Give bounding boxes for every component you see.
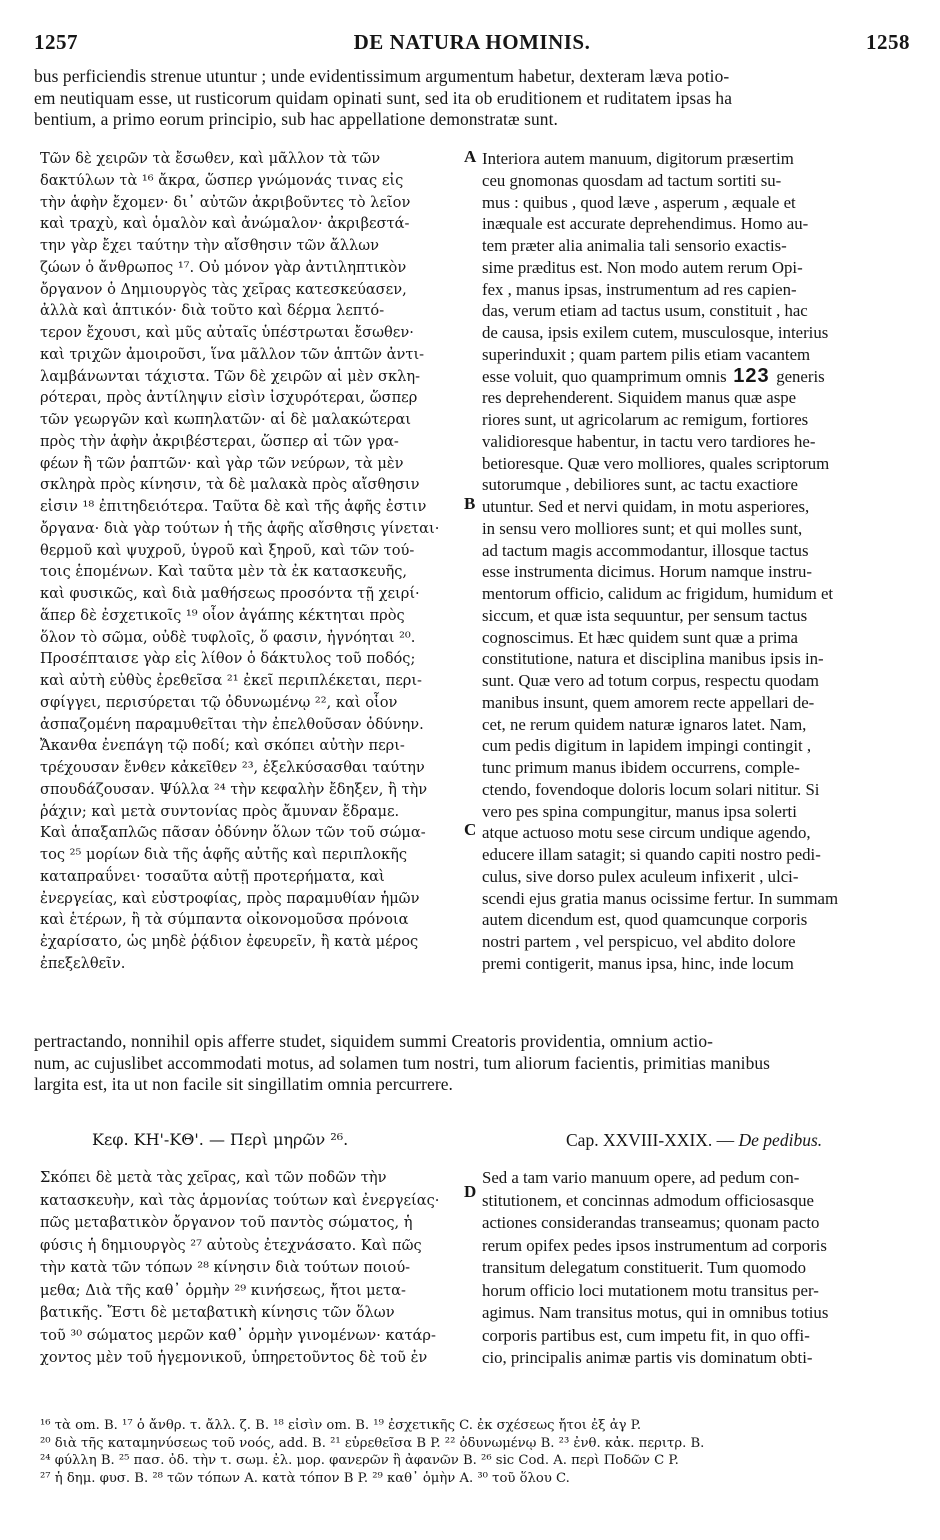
- greek-chapter-heading: Κεφ. ΚΗ'-ΚΘ'. — Περὶ μηρῶν ²⁶.: [92, 1130, 349, 1149]
- greek-text-line: σκληρὰ πρὸς κίνησιν, τὰ δὲ μαλακὰ πρὸς αἴσθησιν: [40, 476, 420, 494]
- latin-text-line: actiones considerandas transeamus; quonam pacto: [482, 1213, 820, 1232]
- latin-text-line: sunt. Quæ vero ad totum corpus, respectu quodam: [482, 671, 819, 690]
- latin-text-line: utuntur. Sed et nervi quidam, in motu asperiores,: [482, 497, 810, 516]
- latin-text-line: res deprehenderent. Siquidem manus quæ aspe: [482, 388, 797, 408]
- footnotes: [40, 1417, 906, 1487]
- running-title: DE NATURA HOMINIS.: [353, 30, 591, 54]
- greek-text-line: κατασκευὴν, καὶ τὰς ἁρμονίας τούτων καὶ ἐνεργείας·: [40, 1191, 440, 1209]
- greek-text-line: ἐπεξελθεῖν.: [40, 954, 126, 972]
- latin-text-line: sime præditus est. Non modo autem rerum Opi-: [482, 257, 803, 277]
- latin-text-line: validioresque habentur, in tactu vero tardiores he-: [482, 431, 816, 451]
- greek-text-line: Προσέπταισε γὰρ εἰς λίθον ὁ δάκτυλος τοῦ ποδός;: [40, 650, 416, 668]
- margin-marker-b: B: [464, 494, 476, 513]
- latin-text-line: cio, principalis animæ partis vis dominatum obti-: [482, 1348, 813, 1367]
- footnote-line: ²⁷ ἡ δημ. φυσ. B. ²⁸ τῶν τόπων A. κατὰ τόπον B P. ²⁹ καθ᾽ ὁμὴν A. ³⁰ τοῦ ὅλου C.: [40, 1470, 570, 1486]
- greek-text-line: καὶ τριχῶν ἀμοιροῦσι, ἵνα μᾶλλον τῶν ἁπτῶν ἀντι-: [40, 345, 425, 363]
- greek-text-line: καταπραΰνει· τοσαῦτα αὐτῇ προτερήματα, καὶ: [40, 867, 385, 885]
- latin-text-line: atque actuoso motu sese circum undique agendo,: [482, 823, 811, 843]
- latin-text-line: ctendo, fovendoque doloris locum solari nititur. Si: [482, 779, 820, 799]
- latin-text-line: esse instrumenta dicimus. Horum namque instru-: [482, 562, 812, 582]
- latin-text-line: manibus insunt, quem amorem recte appellari de-: [482, 692, 815, 712]
- latin-column: [482, 148, 907, 975]
- greek-text-line: μεθα; Διὰ τῆς καθ᾽ ὁρμὴν ²⁹ κινήσεως, ἤτοι μετα-: [40, 1281, 406, 1299]
- greek-text-line: ἐνεργείας, καὶ εὐστροφίας, πρὸς παραμυθίαν ἡμῶν: [40, 889, 420, 907]
- greek-text-line: σπουδάζουσαν. Ψύλλα ²⁴ τὴν κεφαλὴν ἔδηξεν, ἢ τὴν: [40, 780, 428, 798]
- greek-text-line: τὴν κατὰ τῶν τόπων ²⁸ κίνησιν διὰ τούτων ποιού-: [40, 1259, 411, 1276]
- intro-line: bus perficiendis strenue utuntur ; unde evidentissimum argumentum habetur, dexteram læva potio-: [34, 66, 730, 86]
- greek-text-line: ὅλον τὸ σῶμα, οὐδὲ τυφλοῖς, ὅ φασιν, ἠγνόηται ²⁰.: [40, 628, 416, 646]
- greek-text-line: φύσις ἡ δημιουργὸς ²⁷ αὐτοὺς ἐτεχνάσατο. Καὶ πῶς: [40, 1236, 422, 1254]
- latin-text-line: constitutione, natura et disciplina manibus ipsis in-: [482, 649, 824, 669]
- latin-column-2: [482, 1167, 907, 1370]
- greek-text-line: καὶ ἑτέρων, ἢ τὰ σύμπαντα οἰκονομοῦσα πρόνοια: [40, 911, 409, 929]
- greek-text-line: ἀσπαζομένη παραμυθεῖται τὴν ἐπελθοῦσαν ὀδύνην.: [40, 715, 424, 733]
- bridge-line: pertractando, nonnihil opis afferre studet, siquidem summi Creatoris providentia, omnium actio-: [34, 1031, 714, 1051]
- latin-text-line: riores sunt, ut agricolarum ac remigum, fortiores: [482, 410, 809, 429]
- greek-text-line: καὶ τραχὺ, καὶ ὁμαλὸν καὶ ἀνώμαλον· ἀκριβεστά-: [40, 215, 410, 233]
- latin-text-line: esse voluit, quo quamprimum omnis 123 generis: [482, 364, 825, 387]
- greek-column-2: [40, 1167, 458, 1370]
- latin-text-line: horum officio loci mutationem motu transitus per-: [482, 1280, 819, 1300]
- latin-text-line: agimus. Nam transitus motus, qui in omnibus totius: [482, 1303, 829, 1322]
- latin-text-line: Interiora autem manuum, digitorum præsertim: [482, 149, 794, 168]
- latin-text-line: nostri partem , vel perspicuo, vel abdito dolore: [482, 932, 796, 951]
- latin-text-line: stitutionem, et concinnas admodum officiosasque: [482, 1190, 814, 1210]
- latin-text-line: de causa, ipsis exilem cutem, musculosque, interius: [482, 323, 829, 342]
- greek-text-line: ῥάχιν; καὶ μετὰ συντονίας πρὸς ἄμυναν ἔδραμε.: [40, 802, 400, 820]
- running-header: [34, 30, 910, 58]
- latin-text-line: fex , manus ipsas, instrumentum ad res capien-: [482, 279, 797, 299]
- intro-paragraph: [34, 66, 906, 131]
- greek-text-line: ἐχαρίσατο, ὡς μηδὲ ῥᾴδιον ἐφευρεῖν, ἢ κατὰ μέρος: [40, 933, 419, 950]
- greek-text-line: θερμοῦ καὶ ψυχροῦ, ὑγροῦ καὶ ξηροῦ, καὶ τῶν τού-: [40, 541, 415, 559]
- latin-text-line: Sed a tam vario manuum opere, ad pedum con-: [482, 1168, 800, 1187]
- inline-page-number: 123: [726, 364, 777, 387]
- margin-marker-a: A: [464, 147, 477, 166]
- latin-text-line: transitum delegatum constituerit. Tum quomodo: [482, 1258, 806, 1277]
- latin-text-line: ad tactum magis accommodantur, illosque tactus: [482, 540, 809, 560]
- latin-chapter-heading: [566, 1130, 822, 1151]
- latin-text-line: in sensu vero molliores sunt; et qui molles sunt,: [482, 518, 803, 538]
- greek-text-line: τῶν γεωργῶν καὶ κωπηλατῶν· αἱ δὲ μαλακώτεραι: [40, 411, 412, 428]
- latin-text-line: rerum opifex pedes ipsos instrumentum ad corporis: [482, 1235, 827, 1255]
- greek-text-line: πῶς μεταβατικὸν ὄργανον τοῦ παντὸς σώματος, ἡ: [40, 1214, 413, 1231]
- greek-text-line: Ἄκανθα ἐνεπάγη τῷ ποδί; καὶ σκόπει αὐτὴν περι-: [40, 737, 405, 755]
- margin-marker-c: C: [464, 820, 477, 839]
- latin-text-line: inæquale est accurate deprehendimus. Homo au-: [482, 214, 809, 234]
- greek-text-line: λαμβάνωνται τάχιστα. Τῶν δὲ χειρῶν αἱ μὲν σκλη-: [40, 367, 421, 385]
- greek-text-line: φέων ἢ τῶν ῥαπτῶν· καὶ γὰρ τῶν νεύρων, τὰ μὲν: [40, 454, 404, 472]
- right-column-number: 1258: [866, 30, 910, 54]
- greek-text-line: ζώων ὁ ἄνθρωπος ¹⁷. Οὐ μόνον γὰρ ἀντιληπτικὸν: [40, 258, 407, 276]
- latin-text-line: cum pedis digitum in lapidem impingi contingit ,: [482, 736, 812, 756]
- greek-text-line: δακτύλων τὰ ¹⁶ ἄκρα, ὥσπερ γνώμονάς τινας εἰς: [40, 171, 404, 189]
- greek-text-line: βατικῆς. Ἔστι δὲ μεταβατικὴ κίνησις τῶν ὅλων: [40, 1304, 395, 1321]
- footnote-line: ²⁴ φύλλη B. ²⁵ πασ. ὀδ. τὴν τ. σωμ. ἐλ. μορ. φανερῶν ἢ ἀφανῶν B. ²⁶ sic Cod. A. περὶ Ποδῶν C P.: [40, 1453, 679, 1469]
- latin-text-line: autem dicendum est, quod quamcunque corporis: [482, 910, 808, 930]
- greek-text-line: ὄργανον ὁ Δημιουργὸς τὰς χεῖρας κατεσκεύασεν,: [40, 280, 407, 298]
- intro-line: bentium, a primo eorum principio, sub hac appellatione demonstratæ sunt.: [34, 109, 558, 130]
- greek-text-line: τοῦ ³⁰ σώματος μερῶν καθ᾽ ὁρμὴν γινομένων· κατάρ-: [40, 1326, 436, 1344]
- latin-text-line: cognoscimus. Et hæc quidem sunt quæ a prima: [482, 627, 799, 647]
- greek-text-line: ἅπερ δὲ ἐσχετικοῖς ¹⁹ οἷον ἀγάπης κέκτηται πρὸς: [40, 606, 405, 624]
- left-column-number: 1257: [34, 30, 78, 54]
- greek-text-line: ὄργανα· διὰ γὰρ τούτων ἡ τῆς ἁφῆς αἴσθησις γίνεται·: [40, 519, 440, 537]
- latin-heading-prefix: Cap. XXVIII-XXIX. —: [566, 1130, 739, 1150]
- latin-text-line: tunc primum manus ibidem occurrens, comple-: [482, 758, 800, 777]
- greek-text-line: εἰσιν ¹⁸ ἐπιτηδειότερα. Ταῦτα δὲ καὶ τῆς ἁφῆς ἐστιν: [40, 498, 427, 515]
- greek-text-line: τὴν ἁφὴν ἔχομεν· δι᾽ αὐτῶν ἀκριβοῦντες τὸ λεῖον: [40, 193, 411, 211]
- greek-column: [40, 148, 458, 975]
- latin-text-line: corporis partibus est, cum impetu fit, in quo offi-: [482, 1325, 810, 1345]
- greek-text-line: τοις ἑπομένων. Καὶ ταῦτα μὲν τὰ ἐκ κατασκευῆς,: [40, 563, 408, 581]
- latin-text-line: vero pes spina compungitur, manus ipsa solerti: [482, 801, 797, 821]
- latin-text-line: betioresque. Quæ vero molliores, quales scriptorum: [482, 453, 830, 473]
- greek-text-line: την γὰρ ἔχει ταύτην τὴν αἴσθησιν τῶν ἄλλων: [40, 237, 380, 254]
- bridge-line: largita est, ita ut non facile sit singillatim omnia percurrere.: [34, 1074, 453, 1095]
- footnote-line: ²⁰ διὰ τῆς καταμηνύσεως τοῦ νοός, add. B. ²¹ εὑρεθεῖσα B P. ²² ὀδυνωμένῳ B. ²³ ἐνθ. κἀκ. περιτρ. B.: [40, 1435, 705, 1451]
- latin-text-line: mentorum officio, calidum ac frigidum, humidum et: [482, 584, 834, 603]
- footnote-line: ¹⁶ τὰ om. B. ¹⁷ ὁ ἄνθρ. τ. ἄλλ. ζ. B. ¹⁸ εἰσὶν om. B. ¹⁹ ἐσχετικῆς C. ἐκ σχέσεως ἤτοι ἐξ ἀγ P.: [40, 1418, 642, 1433]
- latin-text-line: culus, sive dorso pulex aculeum infixerit , ulci-: [482, 866, 799, 886]
- bridge-line: num, ac cujuslibet accommodati motus, ad solamen tum nostri, tum aliorum facientis, primitias manibus: [34, 1052, 771, 1073]
- greek-text-line: Τῶν δὲ χειρῶν τὰ ἔσωθεν, καὶ μᾶλλον τὰ τῶν: [40, 150, 381, 167]
- greek-text-line: τος ²⁵ μορίων διὰ τῆς ἁφῆς αὐτῆς καὶ περιπλοκῆς: [40, 846, 408, 863]
- latin-text-line: das, verum etiam ad tactus usum, constituit , hac: [482, 301, 808, 321]
- bridge-paragraph: [34, 1031, 906, 1096]
- greek-text-line: καὶ αὐτὴ εὐθὺς ἐρεθεῖσα ²¹ ἐκεῖ περιπλέκεται, περι-: [40, 672, 422, 689]
- latin-heading-title: De pedibus.: [738, 1130, 823, 1150]
- latin-text-line: educere illam satagit; si quando capiti nostro pedi-: [482, 845, 821, 864]
- greek-text-line: σφίγγει, περισύρεται τῷ ὀδυνωμένῳ ²², καὶ οἷον: [40, 693, 398, 711]
- latin-text-line: ceu gnomonas quosdam ad tactum sortiti su-: [482, 170, 782, 190]
- greek-text-line: τερον ἔχουσι, καὶ μῦς αὐταῖς ὑπέστρωται ἔσωθεν·: [40, 324, 414, 341]
- margin-marker-d: D: [464, 1182, 477, 1201]
- latin-text-line: superinduxit ; quam partem pilis etiam vacantem: [482, 344, 811, 364]
- greek-text-line: χοντος μὲν τοῦ ἡγεμονικοῦ, ὑπηρετοῦντος δὲ τοῦ ἐν: [40, 1349, 428, 1366]
- latin-text-line: cet, ne rerum quidem naturæ ignaros latet. Nam,: [482, 714, 807, 734]
- greek-text-line: Σκόπει δὲ μετὰ τὰς χεῖρας, καὶ τῶν ποδῶν τὴν: [40, 1169, 387, 1186]
- latin-line-tail: generis: [776, 366, 825, 386]
- latin-text-line: tem præter alia animalia tali sensorio exactis-: [482, 236, 787, 255]
- greek-text-line: Καὶ ἁπαξαπλῶς πᾶσαν ὀδύνην ὅλων τῶν τοῦ σώμα-: [40, 824, 426, 842]
- latin-text-line: scendi ejus gratia manus ocissime fertur. In summam: [482, 888, 839, 908]
- intro-line: em neutiquam esse, ut rusticorum quidam opinati sunt, sed ita ob eruditionem et ruditatem ipsas ha: [34, 87, 733, 108]
- latin-text-line: sutorumque , debiliores sunt, ac tactu exactiore: [482, 475, 798, 495]
- greek-text-line: πρὸς τὴν ἁφὴν ἀκριβέστεραι, ὥσπερ αἱ τῶν γρα-: [40, 432, 399, 450]
- latin-text-line: siccum, et quæ ista sequuntur, per sensum tactus: [482, 605, 808, 625]
- greek-text-line: ρότεραι, πρὸς ἀντίληψιν εἰσὶν ἰσχυρότεραι, ὥσπερ: [40, 389, 418, 407]
- latin-text-line: mus : quibus , quod læve , asperum , æquale et: [482, 192, 796, 212]
- greek-text-line: καὶ φυσικῶς, καὶ διὰ μαθήσεως προσόντα τῇ χειρί·: [40, 585, 420, 602]
- greek-text-line: ἀλλὰ καὶ ἁπτικόν· διὰ τοῦτο καὶ δέρμα λεπτό-: [40, 302, 385, 320]
- greek-text-line: τρέχουσαν ἔνθεν κἀκεῖθεν ²³, ἐξελκύσασθαι ταύτην: [40, 759, 425, 776]
- latin-text-line: premi contigerit, manus ipsa, hinc, inde locum: [482, 953, 794, 973]
